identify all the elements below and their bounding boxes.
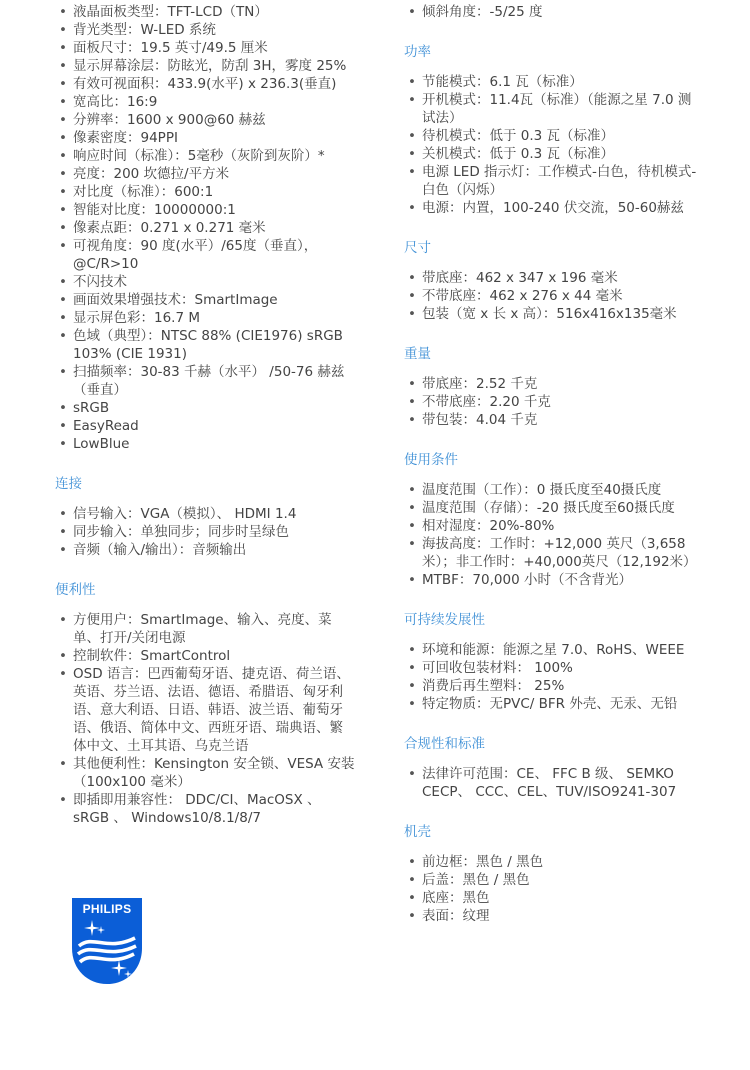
spec-item: • EasyRead bbox=[55, 417, 355, 435]
spec-item: • 宽高比：16:9 bbox=[55, 93, 355, 111]
display-specs-list bbox=[55, 3, 355, 453]
spec-item: • 面板尺寸：19.5 英寸/49.5 厘米 bbox=[55, 39, 355, 57]
spec-item: • 对比度（标准）：600:1 bbox=[55, 183, 355, 201]
spec-item: • LowBlue bbox=[55, 435, 355, 453]
spec-item: • 响应时间（标准）：5毫秒（灰阶到灰阶）* bbox=[55, 147, 355, 165]
conditions-list bbox=[404, 481, 704, 589]
dimensions-list bbox=[404, 269, 704, 323]
spec-item: • 液晶面板类型：TFT-LCD（TN） bbox=[55, 3, 355, 21]
section-title-power: 功率 bbox=[404, 44, 431, 60]
spec-item: • 不带底座：462 x 276 x 44 毫米 bbox=[404, 287, 704, 305]
section-title-cabinet: 机壳 bbox=[404, 824, 431, 840]
section-title-compliance: 合规性和标准 bbox=[404, 736, 485, 752]
spec-item: • 音频（输入/输出）：音频输出 bbox=[55, 541, 355, 559]
left-column bbox=[55, 0, 355, 827]
weight-list bbox=[404, 375, 704, 429]
spec-item: • 同步输入：单独同步；同步时呈绿色 bbox=[55, 523, 355, 541]
spec-item: • 底座：黑色 bbox=[404, 889, 704, 907]
power-list bbox=[404, 73, 704, 217]
spec-item: • 即插即用兼容性： DDC/CI、MacOSX 、sRGB 、 Windows10/8.1/8/7 bbox=[55, 791, 355, 827]
spec-item: • 法律许可范围：CE、 FFC B 级、 SEMKO CECP、 CCC、CEL、TUV/ISO9241-307 bbox=[404, 765, 704, 801]
spec-item: • MTBF：70,000 小时（不含背光） bbox=[404, 571, 704, 589]
compliance-list bbox=[404, 765, 704, 801]
spec-item: • 前边框：黑色 / 黑色 bbox=[404, 853, 704, 871]
logo-wordmark: PHILIPS bbox=[82, 902, 132, 916]
philips-shield-logo bbox=[71, 896, 143, 986]
spec-item: • 智能对比度：10000000:1 bbox=[55, 201, 355, 219]
spec-item: • 带底座：2.52 千克 bbox=[404, 375, 704, 393]
spec-item: • 显示屏幕涂层：防眩光，防刮 3H，雾度 25% bbox=[55, 57, 355, 75]
section-title-connectivity: 连接 bbox=[55, 476, 82, 492]
spec-item: • 色域（典型）：NTSC 88% (CIE1976) sRGB 103% (CIE 1931) bbox=[55, 327, 355, 363]
spec-item: • 像素点距：0.271 x 0.271 毫米 bbox=[55, 219, 355, 237]
spec-item: • 背光类型：W-LED 系统 bbox=[55, 21, 355, 39]
spec-item: • 电源：内置，100-240 伏交流，50-60赫兹 bbox=[404, 199, 704, 217]
spec-item: • 相对湿度：20%-80% bbox=[404, 517, 704, 535]
spec-item: • 特定物质：无PVC/ BFR 外壳、无汞、无铅 bbox=[404, 695, 704, 713]
sustainability-list bbox=[404, 641, 704, 713]
spec-item: • 后盖：黑色 / 黑色 bbox=[404, 871, 704, 889]
spec-item: • 方便用户：SmartImage、输入、亮度、菜单、打开/关闭电源 bbox=[55, 611, 355, 647]
spec-item: • 显示屏色彩：16.7 M bbox=[55, 309, 355, 327]
spec-item: • 温度范围（存储）：-20 摄氏度至60摄氏度 bbox=[404, 499, 704, 517]
spec-item: • 关机模式：低于 0.3 瓦（标准） bbox=[404, 145, 704, 163]
spec-item: • 消费后再生塑料： 25% bbox=[404, 677, 704, 695]
spec-item: • 亮度：200 坎德拉/平方米 bbox=[55, 165, 355, 183]
spec-item: • 不带底座：2.20 千克 bbox=[404, 393, 704, 411]
spec-item: • 电源 LED 指示灯：工作模式-白色，待机模式-白色（闪烁） bbox=[404, 163, 704, 199]
spec-item: • 分辨率：1600 x 900@60 赫兹 bbox=[55, 111, 355, 129]
section-title-weight: 重量 bbox=[404, 346, 431, 362]
spec-item: • 开机模式：11.4瓦（标准）（能源之星 7.0 测试法） bbox=[404, 91, 704, 127]
spec-item: • OSD 语言：巴西葡萄牙语、捷克语、荷兰语、英语、芬兰语、法语、德语、希腊语、匈牙利语、意大利语、日语、韩语、波兰语、葡萄牙语、俄语、简体中文、西班牙语、瑞典语、繁体中文、土耳其语、乌克兰语 bbox=[55, 665, 355, 755]
spec-item: • 有效可视面积：433.9(水平) x 236.3(垂直) bbox=[55, 75, 355, 93]
spec-item: • 带包装：4.04 千克 bbox=[404, 411, 704, 429]
spec-item: • 环境和能源：能源之星 7.0、RoHS、WEEE bbox=[404, 641, 704, 659]
spec-item: • 扫描频率：30-83 千赫（水平） /50-76 赫兹（垂直） bbox=[55, 363, 355, 399]
connectivity-list bbox=[55, 505, 355, 559]
spec-item: • 带底座：462 x 347 x 196 毫米 bbox=[404, 269, 704, 287]
cabinet-list bbox=[404, 853, 704, 925]
spec-item: • 包装（宽 x 长 x 高）：516x416x135毫米 bbox=[404, 305, 704, 323]
spec-item: • 画面效果增强技术：SmartImage bbox=[55, 291, 355, 309]
section-title-convenience: 便利性 bbox=[55, 582, 96, 598]
convenience-list bbox=[55, 611, 355, 827]
spec-item: • 可视角度：90 度(水平）/65度（垂直），@C/R>10 bbox=[55, 237, 355, 273]
spec-item: • 温度范围（工作）：0 摄氏度至40摄氏度 bbox=[404, 481, 704, 499]
spec-item: • 待机模式：低于 0.3 瓦（标准） bbox=[404, 127, 704, 145]
spec-item: • 控制软件：SmartControl bbox=[55, 647, 355, 665]
spec-item: • sRGB bbox=[55, 399, 355, 417]
tilt-list bbox=[404, 3, 704, 21]
spec-item: • 像素密度：94PPI bbox=[55, 129, 355, 147]
spec-item: • 表面：纹理 bbox=[404, 907, 704, 925]
spec-item: • 信号输入：VGA（模拟）、 HDMI 1.4 bbox=[55, 505, 355, 523]
spec-item: • 节能模式：6.1 瓦（标准） bbox=[404, 73, 704, 91]
spec-item: • 不闪技术 bbox=[55, 273, 355, 291]
right-column bbox=[404, 0, 704, 925]
section-title-sustainability: 可持续发展性 bbox=[404, 612, 485, 628]
spec-item: • 其他便利性：Kensington 安全锁、VESA 安装（100x100 毫米） bbox=[55, 755, 355, 791]
spec-item: • 倾斜角度：-5/25 度 bbox=[404, 3, 704, 21]
section-title-conditions: 使用条件 bbox=[404, 452, 458, 468]
section-title-dimensions: 尺寸 bbox=[404, 240, 431, 256]
spec-item: • 海拔高度：工作时：+12,000 英尺（3,658 米）；非工作时：+40,000英尺（12,192米） bbox=[404, 535, 704, 571]
spec-item: • 可回收包装材料： 100% bbox=[404, 659, 704, 677]
